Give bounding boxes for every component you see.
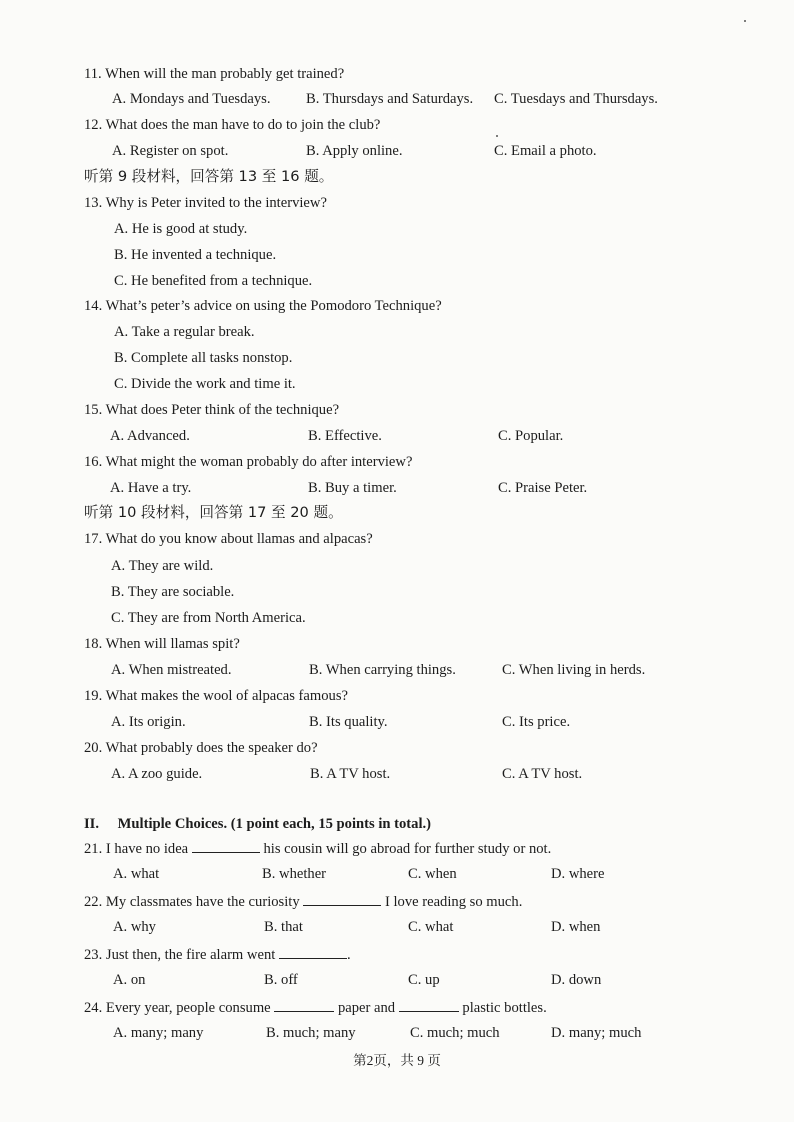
scan-speck	[496, 135, 498, 137]
question-number: 20.	[84, 740, 103, 756]
option-14b: B. Complete all tasks nonstop.	[114, 350, 293, 366]
question-number: 22.	[84, 894, 103, 910]
question-text: .	[346, 947, 351, 963]
question-23	[84, 944, 351, 965]
question-text: My classmates have the curiosity	[105, 894, 300, 910]
option-24a: A. many; many	[113, 1025, 204, 1041]
option-20c: C. A TV host.	[502, 766, 583, 782]
option-17b: B. They are sociable.	[111, 584, 235, 600]
question-14	[84, 296, 442, 316]
question-22	[84, 891, 522, 912]
option-13c: C. He benefited from a technique.	[114, 273, 313, 289]
question-number: 16.	[84, 454, 103, 470]
question-text: his cousin will go abroad for further study or not.	[263, 841, 552, 857]
option-19a: A. Its origin.	[111, 714, 186, 730]
option-18c: C. When living in herds.	[502, 662, 646, 678]
question-stem: When will the man probably get trained?	[105, 66, 345, 82]
question-text: I have no idea	[105, 841, 189, 857]
answer-blank[interactable]	[399, 997, 459, 1012]
question-number: 17.	[84, 531, 103, 547]
option-15c: C. Popular.	[498, 428, 564, 444]
question-21	[84, 838, 551, 859]
page-footer: 第2页，共 9 页	[353, 1053, 441, 1068]
option-21a: A. what	[113, 866, 160, 882]
option-11a: A. Mondays and Tuesdays.	[112, 91, 271, 107]
option-23d: D. down	[551, 972, 602, 988]
passage-10-heading: 听第 10 段材料，回答第 17 至 20 题。	[84, 504, 343, 521]
option-21c: C. when	[408, 866, 457, 882]
scan-speck	[744, 20, 746, 22]
question-stem: What’s peter’s advice on using the Pomodoro Technique?	[105, 298, 442, 314]
question-17	[84, 529, 373, 549]
option-17c: C. They are from North America.	[111, 610, 306, 626]
question-15	[84, 400, 339, 420]
option-20b: B. A TV host.	[310, 766, 391, 782]
question-24	[84, 997, 547, 1018]
option-21d: D. where	[551, 866, 605, 882]
answer-blank[interactable]	[303, 891, 381, 906]
option-11b: B. Thursdays and Saturdays.	[306, 91, 474, 107]
option-22d: D. when	[551, 919, 601, 935]
question-20	[84, 738, 318, 758]
question-number: 14.	[84, 298, 103, 314]
question-18	[84, 634, 240, 654]
answer-blank[interactable]	[274, 997, 334, 1012]
question-number: 12.	[84, 117, 103, 133]
option-24b: B. much; many	[266, 1025, 356, 1041]
passage-9-heading: 听第 9 段材料，回答第 13 至 16 题。	[84, 168, 334, 185]
option-19c: C. Its price.	[502, 714, 571, 730]
question-stem: What do you know about llamas and alpacas?	[105, 531, 373, 547]
question-12	[84, 115, 380, 135]
option-14a: A. Take a regular break.	[114, 324, 255, 340]
option-22b: B. that	[264, 919, 303, 935]
question-number: 21.	[84, 841, 103, 857]
option-16a: A. Have a try.	[110, 480, 192, 496]
question-stem: What makes the wool of alpacas famous?	[105, 688, 348, 704]
option-19b: B. Its quality.	[309, 714, 388, 730]
question-number: 13.	[84, 195, 103, 211]
question-stem: What might the woman probably do after interview?	[105, 454, 413, 470]
question-13	[84, 193, 327, 213]
section-number: II.	[84, 816, 100, 832]
option-14c: C. Divide the work and time it.	[114, 376, 296, 392]
option-23b: B. off	[264, 972, 298, 988]
option-15b: B. Effective.	[308, 428, 382, 444]
option-18a: A. When mistreated.	[111, 662, 232, 678]
question-stem: What probably does the speaker do?	[105, 740, 318, 756]
question-stem: When will llamas spit?	[105, 636, 240, 652]
option-20a: A. A zoo guide.	[111, 766, 203, 782]
option-23a: A. on	[113, 972, 146, 988]
question-number: 19.	[84, 688, 103, 704]
question-text: plastic bottles.	[462, 1000, 547, 1016]
question-stem: Why is Peter invited to the interview?	[105, 195, 327, 211]
question-11	[84, 64, 344, 84]
option-16b: B. Buy a timer.	[308, 480, 397, 496]
question-text: I love reading so much.	[384, 894, 523, 910]
question-stem: What does the man have to do to join the club?	[105, 117, 381, 133]
option-12c: C. Email a photo.	[494, 143, 597, 159]
question-number: 15.	[84, 402, 103, 418]
question-16	[84, 452, 412, 472]
option-23c: C. up	[408, 972, 440, 988]
option-13b: B. He invented a technique.	[114, 247, 277, 263]
option-18b: B. When carrying things.	[309, 662, 456, 678]
option-21b: B. whether	[262, 866, 327, 882]
question-19	[84, 686, 348, 706]
option-22c: C. what	[408, 919, 454, 935]
option-17a: A. They are wild.	[111, 558, 214, 574]
option-24d: D. many; much	[551, 1025, 642, 1041]
question-text: paper and	[337, 1000, 396, 1016]
option-24c: C. much; much	[410, 1025, 500, 1041]
option-16c: C. Praise Peter.	[498, 480, 588, 496]
question-text: Just then, the fire alarm went	[105, 947, 276, 963]
question-number: 18.	[84, 636, 103, 652]
question-number: 11.	[84, 66, 102, 82]
option-15a: A. Advanced.	[110, 428, 190, 444]
question-number: 23.	[84, 947, 103, 963]
question-text: Every year, people consume	[105, 1000, 271, 1016]
question-number: 24.	[84, 1000, 103, 1016]
question-stem: What does Peter think of the technique?	[105, 402, 340, 418]
option-12b: B. Apply online.	[306, 143, 403, 159]
option-22a: A. why	[113, 919, 156, 935]
option-12a: A. Register on spot.	[112, 143, 229, 159]
section-title: Multiple Choices. (1 point each, 15 points in total.)	[117, 816, 432, 832]
answer-blank[interactable]	[279, 944, 347, 959]
answer-blank[interactable]	[192, 838, 260, 853]
section-ii-heading	[84, 814, 431, 834]
option-11c: C. Tuesdays and Thursdays.	[494, 91, 658, 107]
option-13a: A. He is good at study.	[114, 221, 248, 237]
